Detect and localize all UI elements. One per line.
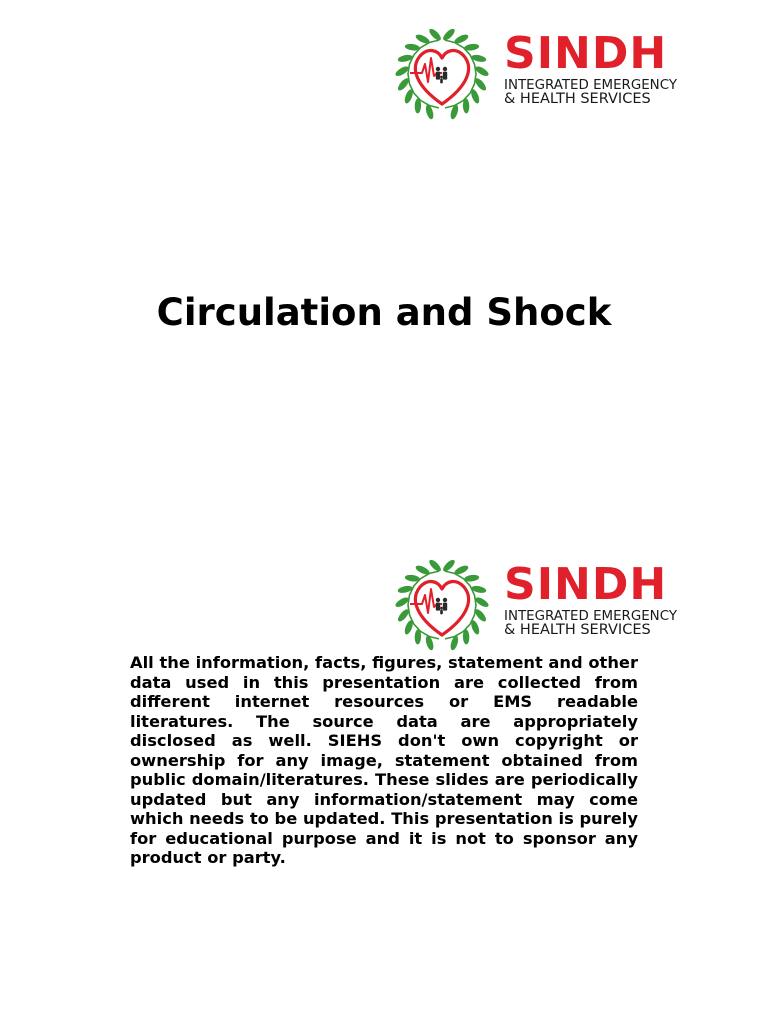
logo-subline-1: INTEGRATED EMERGENCY — [504, 609, 677, 624]
logo-wordmark: SINDH — [504, 559, 668, 610]
logo-wordmark: SINDH — [504, 28, 668, 79]
siehs-logo-top — [386, 24, 676, 124]
logo-subline-1: INTEGRATED EMERGENCY — [504, 78, 677, 93]
logo-subline-2: & HEALTH SERVICES — [504, 91, 651, 107]
laurel-heart-ecg-family-icon — [386, 555, 498, 655]
logo-subline-2: & HEALTH SERVICES — [504, 622, 651, 638]
disclaimer-paragraph: All the information, facts, figures, statement and other data used in this presentation are collected from different internet resources or EMS readable literatures. The source data are appropriately disclosed as well. SIEHS don't own copyright or ownership for any image, statement obtained from public domain/literatures. These slides are periodically updated but any information/statement may come which needs to be updated. This presentation is purely for educational purpose and it is not to sponsor any product or party. — [130, 653, 638, 867]
laurel-heart-ecg-family-icon — [386, 24, 498, 124]
page-title: Circulation and Shock — [156, 291, 612, 334]
siehs-logo-bottom — [386, 555, 676, 655]
